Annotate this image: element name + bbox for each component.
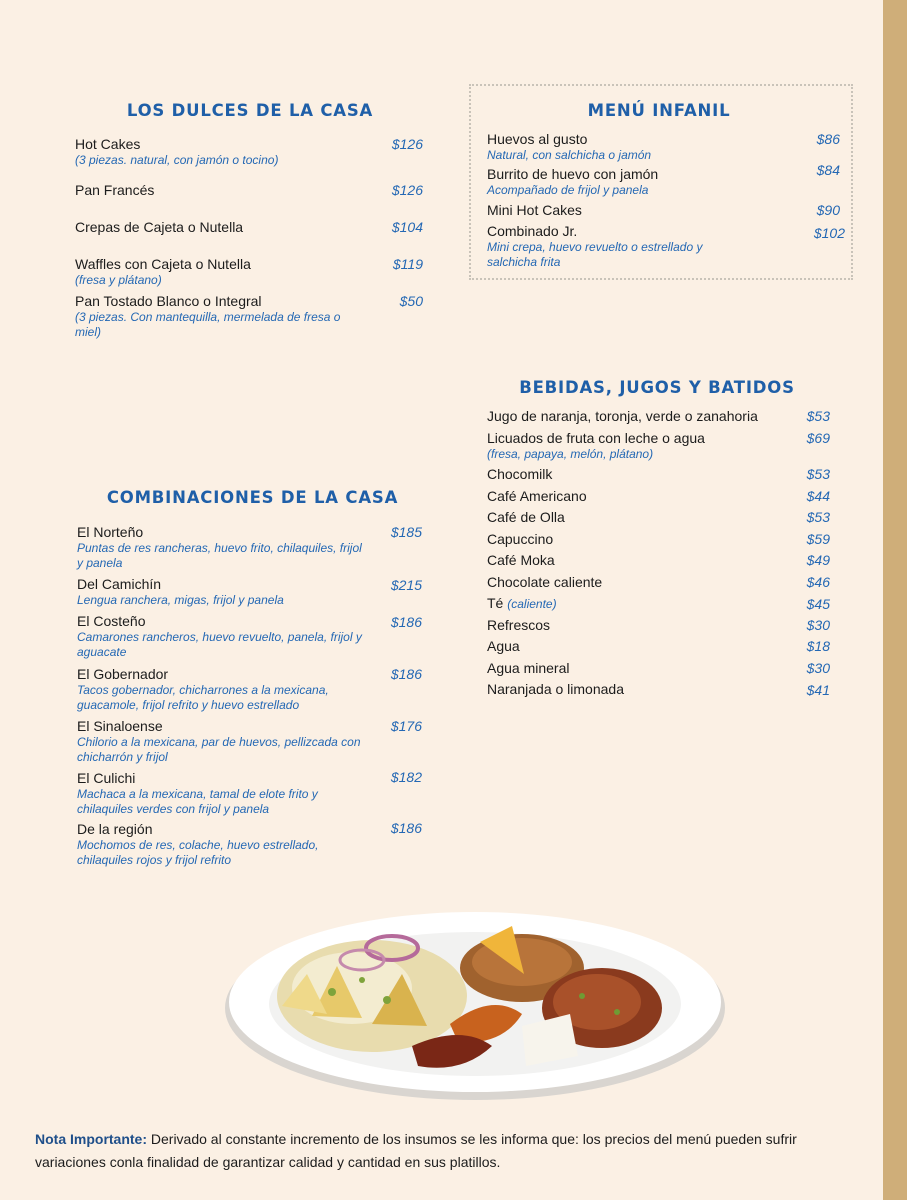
item-name: Refrescos xyxy=(487,617,551,633)
item-description: Tacos gobernador, chicharrones a la mexicana, guacamole, frijol refrito y huevo estrellado xyxy=(77,683,329,712)
item-name: De la región xyxy=(77,821,153,837)
item-price: $41 xyxy=(806,682,830,698)
food-plate-image xyxy=(222,896,728,1104)
item-price: $102 xyxy=(813,225,845,241)
item-price: $186 xyxy=(390,666,422,682)
item-name: El Culichi xyxy=(77,770,136,786)
menu-item xyxy=(75,182,365,199)
item-name: Pan Francés xyxy=(75,182,155,198)
menu-item xyxy=(77,576,377,608)
item-description: Machaca a la mexicana, tamal de elote frito y chilaquiles verdes con frijol y panela xyxy=(77,787,318,816)
item-name: Huevos al gusto xyxy=(487,131,588,147)
item-name: Café Moka xyxy=(487,552,555,568)
section-title-combinaciones: COMBINACIONES DE LA CASA xyxy=(106,488,399,507)
item-name: Hot Cakes xyxy=(75,136,141,152)
menu-item xyxy=(487,488,777,505)
item-description: Puntas de res rancheras, huevo frito, chilaquiles, frijol y panela xyxy=(77,541,362,570)
menu-item xyxy=(77,770,367,817)
item-name: El Gobernador xyxy=(77,666,169,682)
footer-note-text: Derivado al constante incremento de los insumos se les informa que: los precios del menú pueden sufrir variaciones conla finalidad de garantizar calidad y cantidad en sus platillos. xyxy=(35,1131,797,1170)
section-title-dulces: LOS DULCES DE LA CASA xyxy=(126,101,374,120)
item-price: $119 xyxy=(392,256,423,272)
item-description: Lengua ranchera, migas, frijol y panela xyxy=(77,593,284,607)
item-name: Licuados de fruta con leche o agua xyxy=(487,430,705,446)
item-price: $44 xyxy=(806,488,830,504)
menu-item xyxy=(77,666,367,713)
footer-note-label: Nota Importante: xyxy=(35,1131,147,1147)
item-price: $30 xyxy=(806,660,830,676)
item-description: Mochomos de res, colache, huevo estrellado, chilaquiles rojos y frijol refrito xyxy=(77,838,319,867)
item-price: $176 xyxy=(390,718,422,734)
item-price: $59 xyxy=(806,531,830,547)
item-description: (fresa y plátano) xyxy=(75,273,162,287)
item-description: Chilorio a la mexicana, par de huevos, pellizcada con chicharrón y frijol xyxy=(77,735,361,764)
item-name: Chocomilk xyxy=(487,466,553,482)
item-price: $86 xyxy=(816,131,840,147)
item-name: Del Camichín xyxy=(77,576,162,592)
decorative-side-bar xyxy=(883,0,907,1200)
item-name: Burrito de huevo con jamón xyxy=(487,166,659,182)
menu-item xyxy=(487,638,777,655)
menu-item xyxy=(75,219,365,236)
menu-item xyxy=(77,524,367,571)
item-name: Café de Olla xyxy=(487,509,565,525)
menu-item xyxy=(487,552,777,569)
menu-item xyxy=(487,408,787,425)
item-price: $185 xyxy=(390,524,422,540)
item-price: $53 xyxy=(806,509,830,525)
item-description: Natural, con salchicha o jamón xyxy=(487,148,652,162)
item-name: El Costeño xyxy=(77,613,146,629)
menu-item xyxy=(75,256,365,288)
section-title-infantil: MENÚ INFANIL xyxy=(587,101,731,120)
menu-item xyxy=(487,574,777,591)
food-plate-illustration xyxy=(222,896,728,1104)
item-name: El Norteño xyxy=(77,524,144,540)
menu-item xyxy=(77,718,367,765)
item-price: $53 xyxy=(806,408,830,424)
item-price: $50 xyxy=(399,293,423,309)
item-name: Agua xyxy=(487,638,520,654)
item-price: $182 xyxy=(390,769,422,785)
item-name: Capuccino xyxy=(487,531,554,547)
item-name: Waffles con Cajeta o Nutella xyxy=(75,256,251,272)
item-name: Chocolate caliente xyxy=(487,574,603,590)
item-name: Mini Hot Cakes xyxy=(487,202,582,218)
item-price: $186 xyxy=(390,614,422,630)
menu-item xyxy=(487,131,777,163)
item-price: $69 xyxy=(806,430,830,446)
item-name: Crepas de Cajeta o Nutella xyxy=(75,219,244,235)
item-name: Pan Tostado Blanco o Integral xyxy=(75,293,262,309)
item-price: $90 xyxy=(816,202,840,218)
item-price: $84 xyxy=(816,162,840,178)
item-description: (fresa, papaya, melón, plátano) xyxy=(487,447,654,461)
item-price: $30 xyxy=(806,617,830,633)
item-name: Naranjada o limonada xyxy=(487,681,624,697)
menu-item xyxy=(487,617,777,634)
item-price: $215 xyxy=(390,577,422,593)
item-name: El Sinaloense xyxy=(77,718,163,734)
menu-item xyxy=(77,613,367,660)
menu-item xyxy=(487,223,747,270)
menu-item xyxy=(487,202,777,219)
item-price: $53 xyxy=(806,466,830,482)
menu-item xyxy=(487,466,777,483)
item-description: (3 piezas. natural, con jamón o tocino) xyxy=(75,153,279,167)
item-name-text: Té xyxy=(487,595,504,611)
section-title-bebidas: BEBIDAS, JUGOS Y BATIDOS xyxy=(519,378,795,397)
item-description: (3 piezas. Con mantequilla, mermelada de fresa o miel) xyxy=(75,310,341,339)
menu-item xyxy=(487,681,777,698)
item-price: $126 xyxy=(391,182,423,198)
item-name: Café Americano xyxy=(487,488,587,504)
menu-item xyxy=(77,821,367,868)
item-description: Mini crepa, huevo revuelto o estrellado y salchicha frita xyxy=(487,240,703,269)
menu-item xyxy=(75,293,345,340)
menu-item xyxy=(75,136,365,168)
item-price: $18 xyxy=(806,638,830,654)
item-price: $126 xyxy=(391,136,423,152)
item-price: $46 xyxy=(806,574,830,590)
item-price: $49 xyxy=(806,552,830,568)
item-description: Acompañado de frijol y panela xyxy=(487,183,649,197)
menu-item xyxy=(487,531,777,548)
menu-item xyxy=(487,430,787,462)
item-price: $186 xyxy=(390,820,422,836)
item-name: Agua mineral xyxy=(487,660,570,676)
item-description: Camarones rancheros, huevo revuelto, panela, frijol y aguacate xyxy=(77,630,362,659)
menu-item xyxy=(487,166,777,198)
item-price: $45 xyxy=(806,596,830,612)
item-note: (caliente) xyxy=(507,597,557,611)
item-name xyxy=(487,595,777,613)
menu-item xyxy=(487,509,777,526)
item-price: $104 xyxy=(391,219,423,235)
item-name: Jugo de naranja, toronja, verde o zanahoria xyxy=(487,408,758,424)
item-name: Combinado Jr. xyxy=(487,223,578,239)
menu-item xyxy=(487,595,777,613)
footer-note xyxy=(35,1128,855,1174)
menu-item xyxy=(487,660,777,677)
